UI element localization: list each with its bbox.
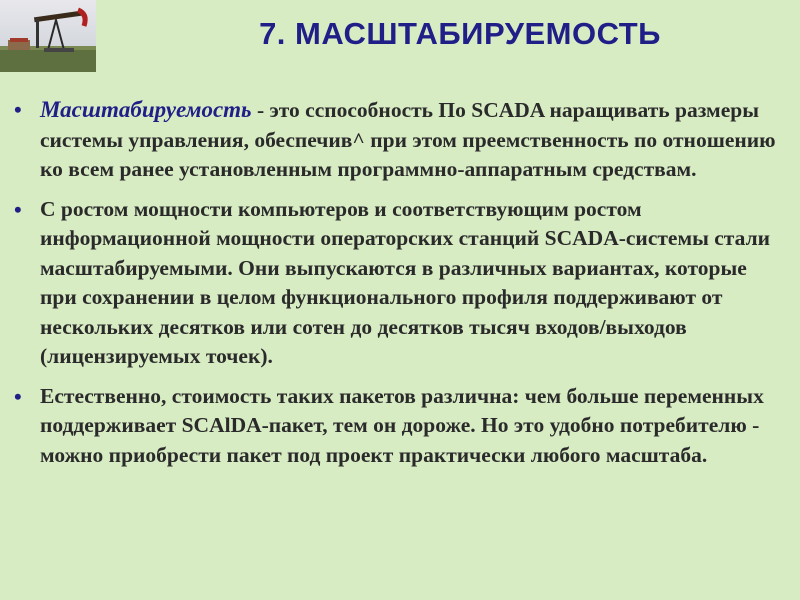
bullet-text: С ростом мощности компьютеров и соответствующим ростом информационной мощности операторских станций SCADA-системы стали масштабируемыми. Они выпускаются в различных вариантах, которые при сохранении в целом функционального профиля поддерживают от нескольких десятков или сотен до десятков тысяч входов/выходов (лицензируемых точек). [40, 196, 771, 368]
bullet-dot: • [14, 383, 22, 409]
bullet-item-definition [12, 95, 782, 185]
slide-title: 7. МАСШТАБИРУЕМОСТЬ [259, 16, 661, 51]
bullet-dot: • [14, 97, 22, 122]
bullet-list [12, 95, 782, 480]
bullet-item-cost [12, 382, 782, 471]
bullet-text: - это сспособность По SCADA наращивать размеры системы управления, обеспечив^ при этом преемственность по отношению ко всем ранее установленным программно-аппаратным средствам. [40, 98, 776, 181]
bullet-text: Естественно, стоимость таких пакетов различна: чем больше переменных поддерживает SCAlDA-пакет, тем он дороже. Но это удобно потребителю - можно приобрести пакет под проект практически любого масштаба. [40, 383, 764, 467]
bullet-item-growth [12, 195, 782, 372]
term-scalability: Масштабируемость [40, 97, 252, 122]
bullet-dot: • [14, 196, 22, 222]
oil-pump-photo-icon [0, 0, 96, 72]
